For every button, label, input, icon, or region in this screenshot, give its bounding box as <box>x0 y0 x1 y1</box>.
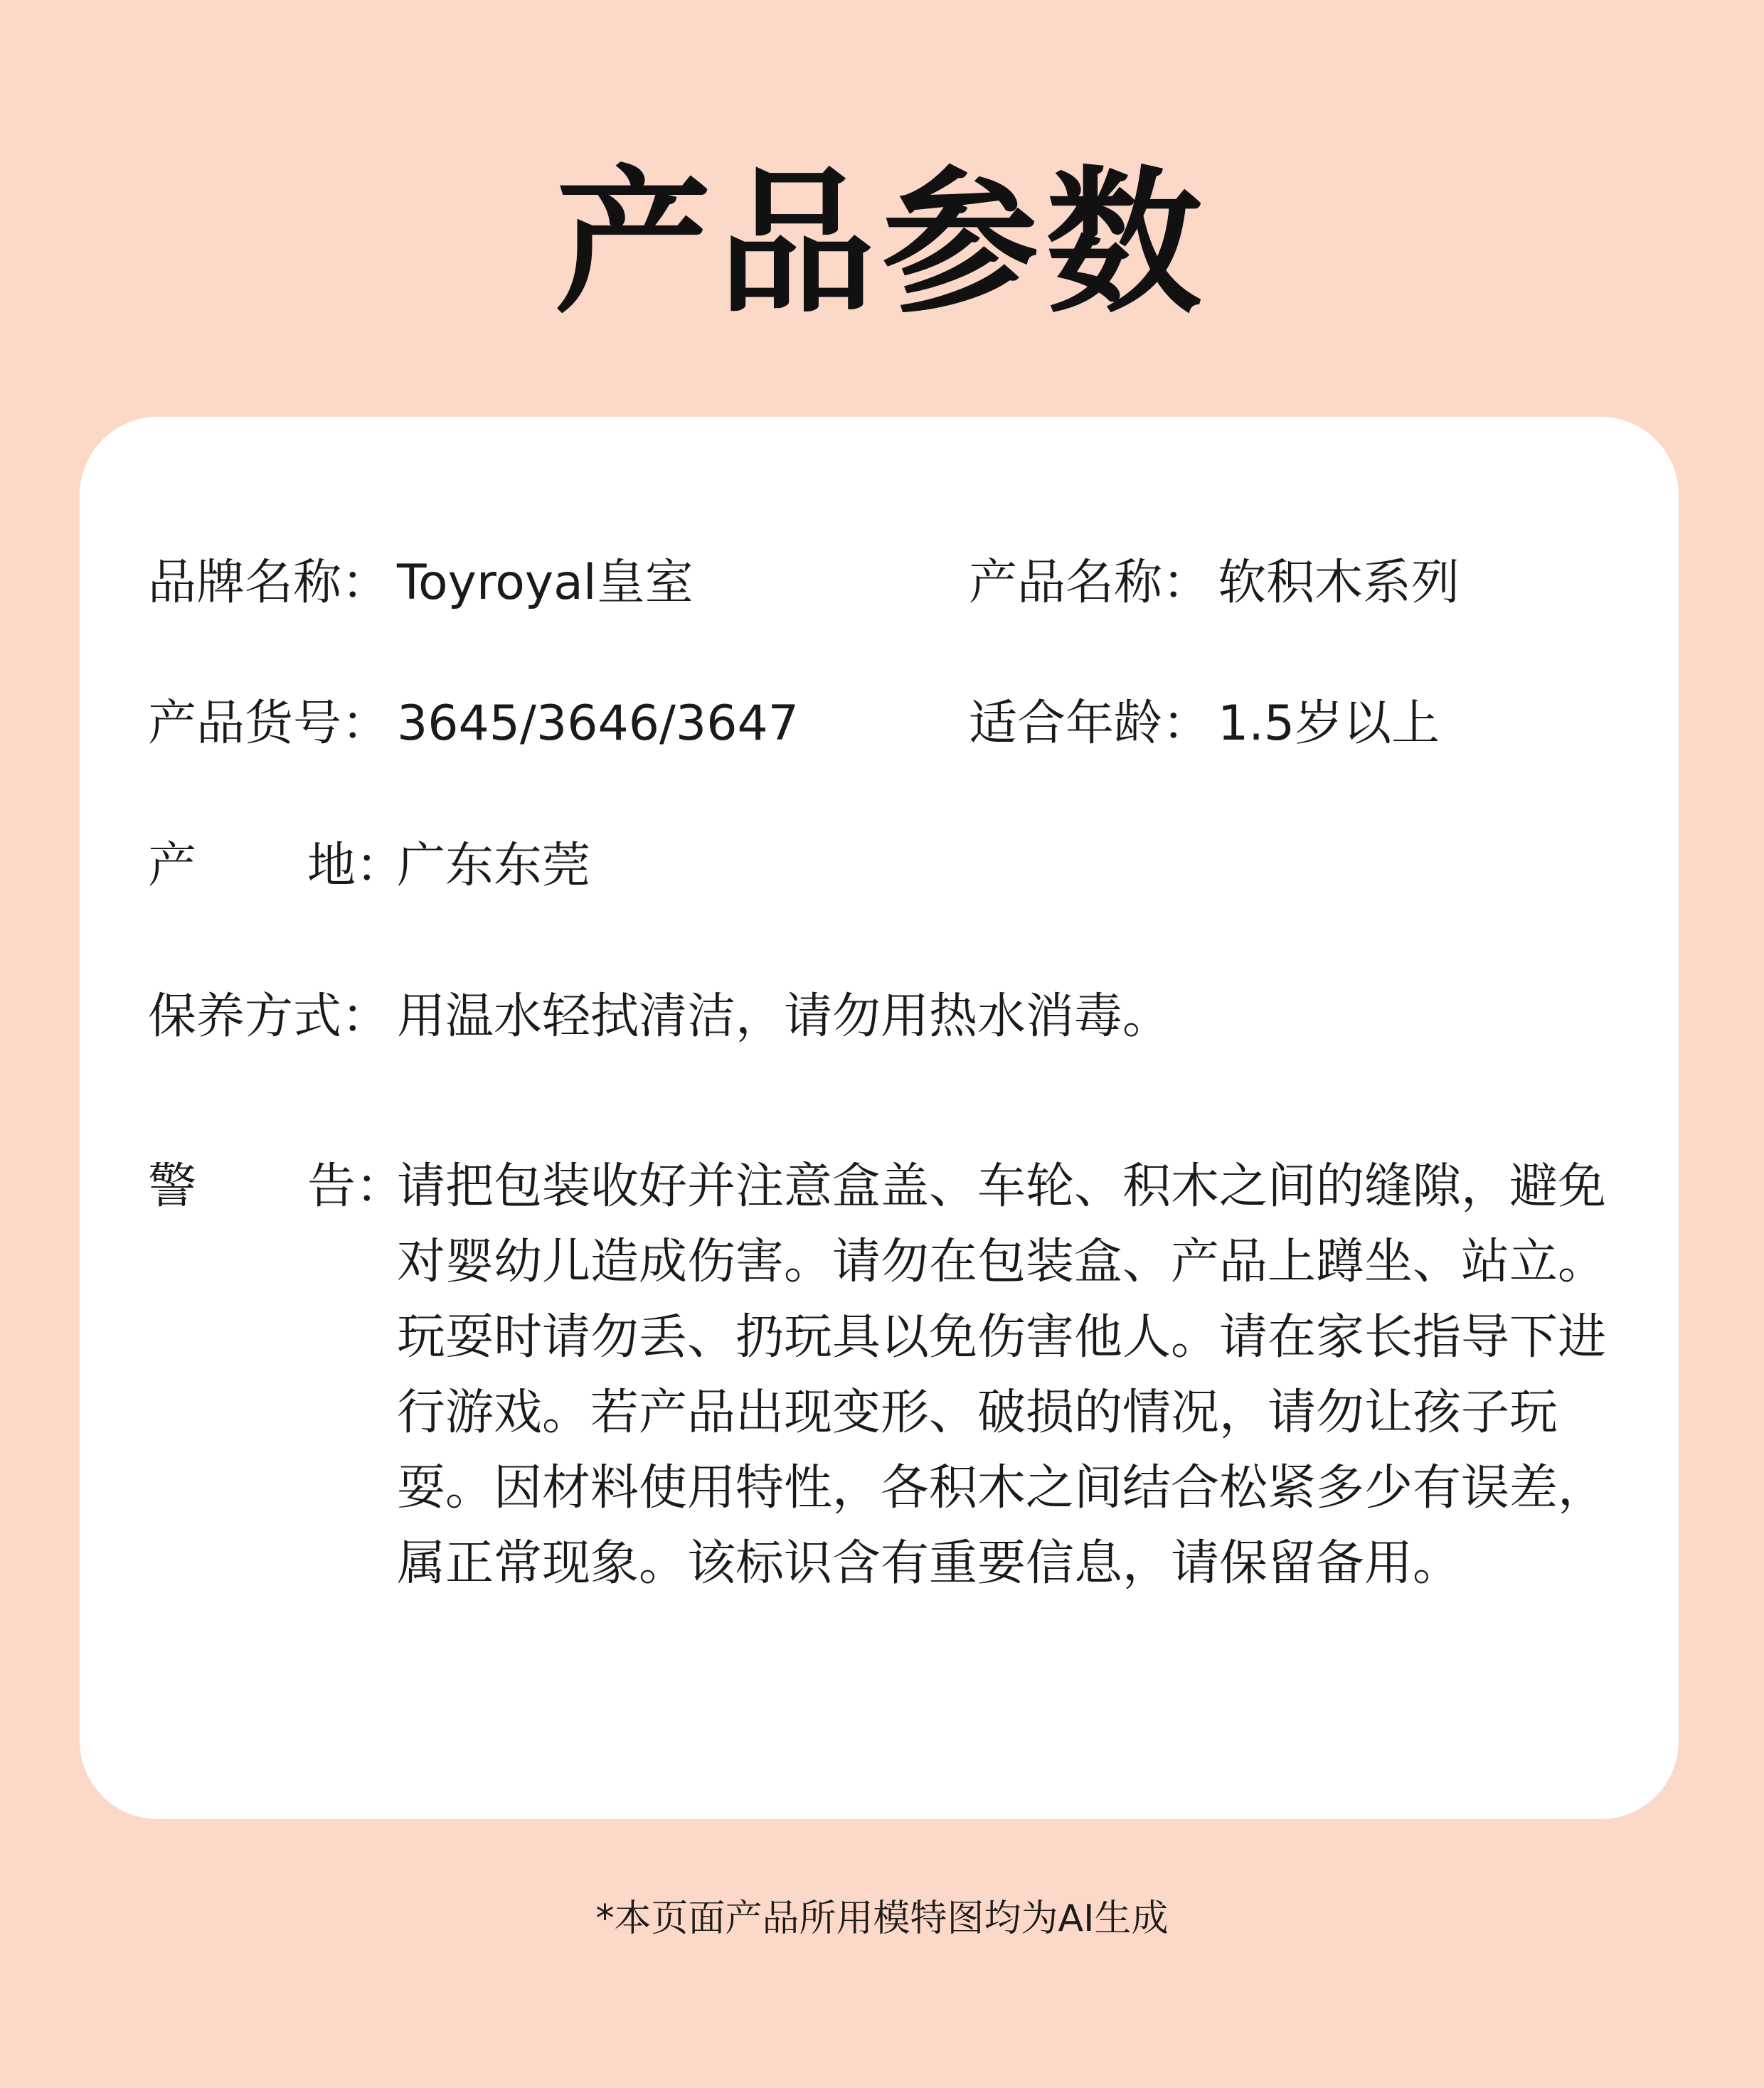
param-brand-label: 品牌名称： <box>148 555 390 611</box>
param-product-name <box>969 552 1460 614</box>
param-age-label: 适合年龄： <box>969 696 1211 752</box>
param-age-value: 1.5岁以上 <box>1218 696 1440 752</box>
param-origin-label <box>148 835 405 897</box>
param-product-name-label: 产品名称： <box>969 555 1211 611</box>
param-warning-label <box>148 1149 405 1225</box>
param-warning-value: 请把包装收好并注意盒盖、车轮、积木之间的缝隙，避免对婴幼儿造成伤害。请勿在包装盒、产品上蹲坐、站立。玩耍时请勿丢、扔玩具以免伤害他人。请在家长指导下进行游戏。若产品出现变形、破损的情况，请勿让孩子玩耍。因材料使用特性，各积木之间结合松紧多少有误差，属正常现象。该标识含有重要信息，请保留备用。 <box>397 1158 1607 1592</box>
param-warning-label-last: 告： <box>307 1158 405 1215</box>
param-origin-value: 广东东莞 <box>397 838 591 894</box>
parameter-card <box>80 417 1679 1819</box>
param-item-no-label: 产品货号： <box>148 696 390 752</box>
page-title: 产品参数 <box>554 152 1209 334</box>
param-brand <box>148 552 694 614</box>
param-brand-value: Toyroyal皇室 <box>397 555 694 611</box>
param-warning-label-first: 警 <box>148 1158 197 1215</box>
param-origin <box>148 835 590 897</box>
param-item-no <box>148 693 799 755</box>
param-item-no-value: 3645/3646/3647 <box>397 696 799 752</box>
param-care-value: 用温水轻拭清洁，请勿用热水消毒。 <box>397 989 1171 1045</box>
param-care <box>148 986 1171 1048</box>
footnote: *本页面产品所用模特图均为AI生成 <box>595 1897 1169 1940</box>
param-age <box>969 693 1440 755</box>
param-origin-label-first: 产 <box>148 838 197 894</box>
param-care-label: 保养方式： <box>148 989 390 1045</box>
param-origin-label-last: 地： <box>307 838 405 894</box>
param-product-name-value: 软积木系列 <box>1218 555 1460 611</box>
